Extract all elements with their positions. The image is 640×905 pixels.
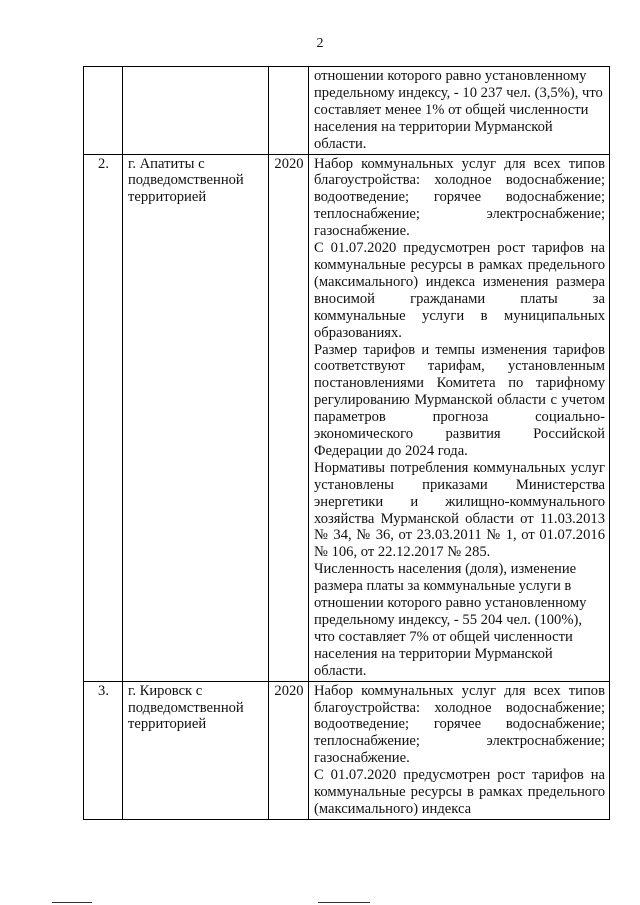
territory-name: г. Апатиты с подведомственной территорией <box>123 154 269 681</box>
description-paragraph: Нормативы потребления коммунальных услуг установлены приказами Министерства энергетики и жилищно-коммунального хозяйства Мурманской области от 11.03.2013 № 34, № 36, от 23.03.2011 № 1, от 01.07.2016 № 106, от 22.12.2017 № 285. <box>314 459 605 561</box>
year-cell: 2020 <box>269 154 309 681</box>
description-paragraph: Набор коммунальных услуг для всех типов благоустройства: холодное водоснабжение; водоотведение; горячее водоснабжение; теплоснабжение; электроснабжение; газоснабжение. <box>314 682 605 767</box>
table-row <box>84 67 610 155</box>
row-number: 2. <box>84 154 123 681</box>
table-row <box>84 681 610 819</box>
scan-artifact-line <box>318 902 370 903</box>
scan-artifact-line <box>52 902 92 903</box>
row-number <box>84 67 123 155</box>
description-paragraph: Набор коммунальных услуг для всех типов благоустройства: холодное водоснабжение; водоотведение; горячее водоснабжение; теплоснабжение; электроснабжение; газоснабжение. <box>314 155 605 240</box>
description-cell <box>309 67 610 155</box>
description-paragraph: отношении которого равно установленному предельному индексу, - 10 237 чел. (3,5%), что составляет менее 1% от общей численности населения на территории Мурманской области. <box>314 68 603 152</box>
description-cell <box>309 154 610 681</box>
year-cell: 2020 <box>269 681 309 819</box>
table-row <box>84 154 610 681</box>
territory-name: г. Кировск с подведомственной территорией <box>123 681 269 819</box>
description-paragraph: С 01.07.2020 предусмотрен рост тарифов на коммунальные ресурсы в рамках предельного (максимального) индекса <box>314 767 605 817</box>
row-number: 3. <box>84 681 123 819</box>
description-cell <box>309 681 610 819</box>
page-number: 2 <box>316 36 324 51</box>
year-cell <box>269 67 309 155</box>
description-paragraph: Размер тарифов и темпы изменения тарифов соответствуют тарифам, установленным постановлениями Комитета по тарифному регулированию Мурманской области с учетом параметров прогноза социально-экономического развития Российской Федерации до 2024 года. <box>314 341 605 459</box>
tariff-table <box>83 66 610 820</box>
description-paragraph: Численность населения (доля), изменение размера платы за коммунальные услуги в отношении которого равно установленному предельному индексу, - 55 204 чел. (100%), что составляет 7% от общей численности населения на территории Мурманской области. <box>314 561 587 679</box>
territory-name <box>123 67 269 155</box>
description-paragraph: С 01.07.2020 предусмотрен рост тарифов на коммунальные ресурсы в рамках предельного (максимального) индекса изменения размера вносимой гражданами платы за коммунальные услуги в муниципальных образованиях. <box>314 240 605 341</box>
